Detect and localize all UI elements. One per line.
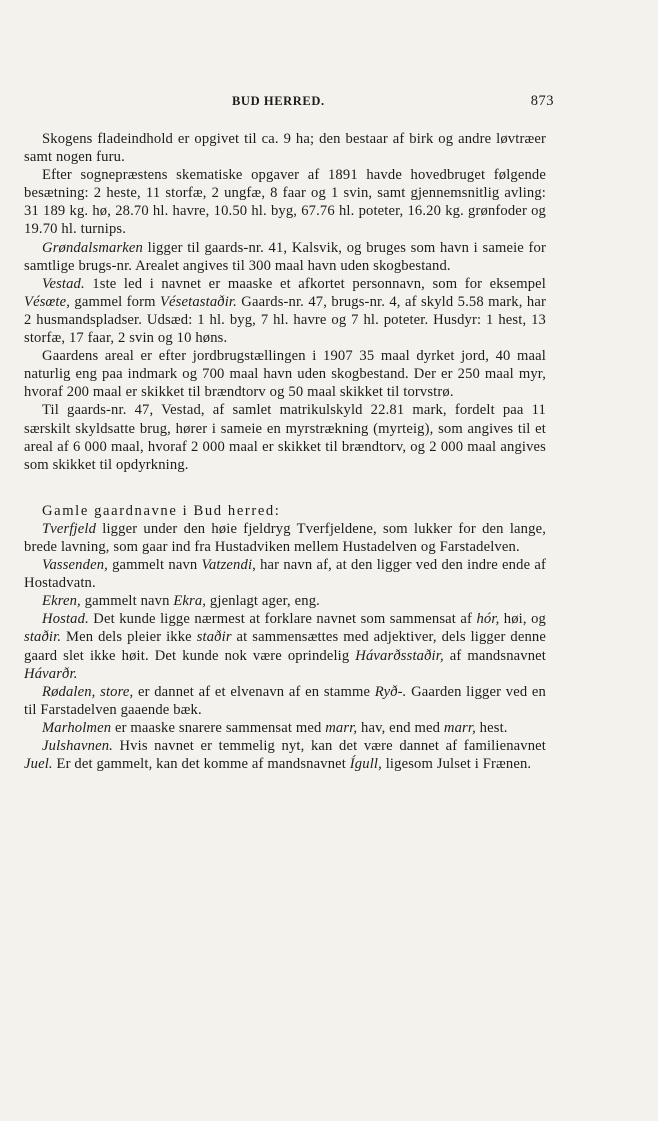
paragraph <box>24 737 546 773</box>
text-run: 1ste led i navnet er maaske et afkortet personnavn, som for eksempel <box>84 275 546 292</box>
page-number: 873 <box>530 93 554 109</box>
paragraph <box>24 275 546 347</box>
paragraph <box>24 683 546 719</box>
text-run: Til gaards-nr. 47, Vestad, af samlet matrikulskyld 22.81 mark, fordelt paa 11 særskilt skyldsatte brug, hører i sameie en myrstrækning (myrteig), som angives til et areal af 6 000 maal, hvoraf 2 000 maal er skikket til brændtorv, og 2 000 maal angives som skikket til opdyrkning. <box>24 402 546 473</box>
text-run: Efter sognepræstens skematiske opgaver af 1891 havde hovedbruget følgende besætning: 2 heste, 11 storfæ, 2 ungfæ, 8 faar og 1 svin, samt gjennemsnitlig avling: 31 189 kg. hø, 28.70 hl. havre, 10.50 hl. byg, 67.76 hl. poteter, 16.20 kg. grønfoder og 19.70 hl. turnips. <box>24 167 546 238</box>
italic-run: Ekra, <box>173 593 207 610</box>
text-run: Gaardens areal er efter jordbrugstællingen i 1907 35 maal dyrket jord, 40 maal naturlig eng paa indmark og 700 maal havn uden skogbestand. Der er 250 maal myr, hvoraf 200 maal er skikket til brændtorv og 50 maal skikket til torvstrø. <box>24 348 546 401</box>
body-text <box>24 130 546 773</box>
text-run: Det kunde ligge nærmest at forklare navnet som sammensat af <box>88 611 477 628</box>
text-run: hest. <box>475 719 508 736</box>
text-run: gjenlagt ager, eng. <box>206 593 320 610</box>
italic-run: staðir <box>196 629 232 646</box>
italic-run: Ekren, <box>42 593 81 610</box>
italic-run: hór, <box>476 611 500 628</box>
italic-run: marr, <box>325 719 358 736</box>
italic-run: Vésœte, <box>24 293 71 310</box>
paragraph <box>24 719 546 737</box>
text-run: ligger under den høie fjeldryg Tverfjeldene, som lukker for den lange, brede lavning, som gaar ind fra Hustadviken mellem Hustadelven og Farstadelven. <box>24 520 546 555</box>
italic-run: Ryð-. <box>374 683 407 700</box>
text-run: Hvis navnet er temmelig nyt, kan det være dannet af familienavnet <box>112 738 546 754</box>
running-head: BUD HERRED. <box>232 94 325 108</box>
paragraph <box>24 239 546 275</box>
italic-run: staðir. <box>24 629 62 646</box>
italic-run: Hávarðsstaðir, <box>355 647 444 664</box>
paragraph <box>24 347 546 401</box>
text-run: gammelt navn <box>107 557 202 574</box>
italic-run: Rødalen, store, <box>42 683 134 700</box>
paragraph <box>24 592 546 610</box>
section-heading: Gamle gaardnavne i Bud herred: <box>42 502 281 519</box>
italic-run: marr, <box>443 719 476 736</box>
text-run: af mandsnavnet <box>443 647 546 664</box>
text-run: høi, og <box>499 611 547 628</box>
text-run: hav, end med <box>357 719 444 736</box>
text-run: gammel form <box>70 293 160 310</box>
italic-run: Hávarðr. <box>24 665 78 682</box>
italic-run: Grøndalsmarken <box>42 239 144 256</box>
paragraph <box>24 520 546 556</box>
paragraph <box>24 130 546 166</box>
italic-run: Vésetastaðir. <box>159 293 237 310</box>
text-run: Er det gammelt, kan det komme af mandsnavnet <box>52 756 350 773</box>
text-run: Skogens fladeindhold er opgivet til ca. 9 ha; den bestaar af birk og andre løvtræer samt nogen furu. <box>24 131 546 166</box>
text-run: ligger til gaards-nr. 41, Kalsvik, og bruges som havn i sameie for samtlige brugs-nr. Arealet angives til 300 maal havn uden skogbestand. <box>24 239 546 274</box>
page-header <box>0 94 658 114</box>
section-gap <box>24 474 546 502</box>
italic-run: Ígull, <box>349 756 382 773</box>
text-run: Gaards-nr. 47, brugs-nr. 4, af skyld 5.58 mark, har 2 husmandspladser. Udsæd: 1 hl. byg, 7 hl. havre og 7 hl. poteter. Husdyr: 1 hest, 13 storfæ, 17 faar, 2 svin og 10 høns. <box>24 293 546 347</box>
old-farm-names-section <box>24 502 546 773</box>
italic-run: Vestad. <box>42 275 85 292</box>
italic-run: Marholmen <box>42 719 112 736</box>
italic-run: Julshavnen. <box>42 738 113 754</box>
text-run: Gaarden ligger ved en til Farstadelven gaaende bæk. <box>24 683 546 718</box>
italic-run: Vassenden, <box>42 557 108 574</box>
italic-run: Vatzendi, <box>201 557 256 574</box>
text-run: at sammensættes med adjektiver, dels ligger denne gaard slet ikke høit. Det kunde nok være oprindelig <box>24 629 546 664</box>
text-run: er maaske snarere sammensat med <box>111 719 326 736</box>
text-run: har navn af, at den ligger ved den indre ende af Hostadvatn. <box>24 557 546 592</box>
italic-run: Juel. <box>24 756 53 773</box>
farm-description-section <box>24 130 546 474</box>
italic-run: Tverfjeld <box>42 520 97 537</box>
paragraph <box>24 556 546 592</box>
text-run: ligesom Julset i Frænen. <box>381 756 532 773</box>
text-run: gammelt navn <box>80 593 174 610</box>
paragraph <box>24 401 546 473</box>
italic-run: Hostad. <box>42 611 89 628</box>
text-run: Men dels pleier ikke <box>61 629 197 646</box>
text-run: er dannet af et elvenavn af en stamme <box>133 683 375 700</box>
paragraph <box>24 610 546 682</box>
paragraph <box>24 166 546 238</box>
